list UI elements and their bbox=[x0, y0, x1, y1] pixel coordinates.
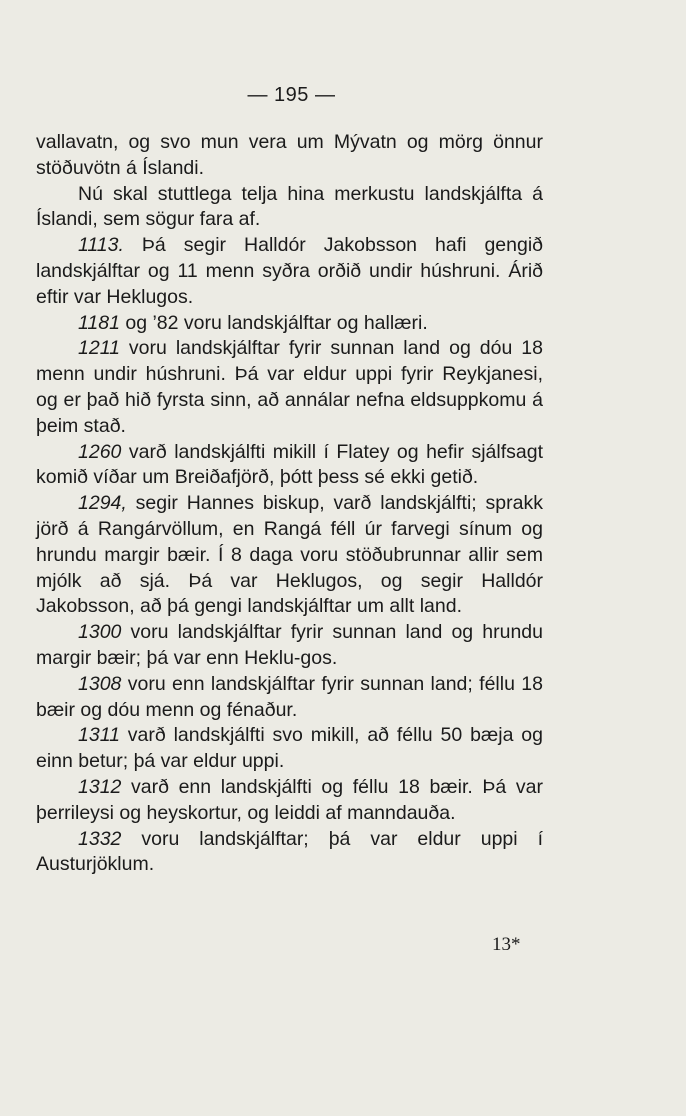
paragraph bbox=[36, 620, 543, 672]
paragraph bbox=[36, 672, 543, 724]
paragraph-year: 1260 bbox=[78, 440, 122, 463]
paragraph-text: voru landskjálftar fyrir sunnan land og dóu 18 menn undir húshruni. Þá var eldur uppi fyrir Reykjanesi, og er það hið fyrsta sinn, að annálar nefna eldsuppkomu á þeim stað. bbox=[36, 337, 543, 437]
paragraph-text: voru landskjálftar fyrir sunnan land og hrundu margir bæir; þá var enn Heklu-gos. bbox=[36, 621, 543, 669]
paragraph bbox=[36, 723, 543, 775]
paragraph-text: Þá segir Halldór Jakobsson hafi gengið landskjálftar og 11 menn syðra orðið undir húshruni. Árið eftir var Heklugos. bbox=[36, 234, 543, 308]
paragraph bbox=[36, 827, 543, 879]
paragraph bbox=[36, 182, 543, 234]
paragraph-text: varð enn landskjálfti og féllu 18 bæir. Þá var þerrileysi og heyskortur, og leiddi af manndauða. bbox=[36, 775, 543, 824]
paragraph bbox=[36, 491, 543, 620]
paragraph-text: segir Hannes biskup, varð landskjálfti; sprakk jörð á Rangárvöllum, en Rangá féll úr farvegi sínum og hrundu margir bæir. Í 8 daga voru stöðubrunnar allir sem mjólk að sjá. Þá var Heklugos, og segir Halldór Jakobsson, að þá gengi landskjálftar um allt land. bbox=[36, 492, 543, 618]
signature-mark: 13* bbox=[492, 934, 521, 955]
paragraph-text: Nú skal stuttlega telja hina merkustu landskjálfta á Íslandi, sem sögur fara af. bbox=[36, 182, 543, 231]
body-text bbox=[36, 130, 543, 878]
paragraph-year: 1332 bbox=[78, 827, 122, 850]
paragraph-year: 1300 bbox=[78, 621, 122, 644]
paragraph bbox=[36, 233, 543, 310]
paragraph-year: 1211 bbox=[78, 337, 120, 360]
paragraph bbox=[36, 440, 543, 492]
paragraph-text: voru enn landskjálftar fyrir sunnan land; féllu 18 bæir og dóu menn og fénaður. bbox=[36, 672, 543, 721]
paragraph bbox=[36, 311, 543, 337]
paragraph bbox=[36, 775, 543, 827]
paragraph-year: 1113. bbox=[78, 234, 124, 257]
paragraph-text: varð landskjálfti svo mikill, að féllu 50 bæja og einn betur; þá var eldur uppi. bbox=[36, 724, 543, 773]
paragraph bbox=[36, 336, 543, 439]
paragraph-text: vallavatn, og svo mun vera um Mývatn og mörg önnur stöðuvötn á Íslandi. bbox=[36, 131, 543, 179]
page-number: — 195 — bbox=[247, 84, 336, 106]
paragraph-text: og ’82 voru landskjálftar og hallæri. bbox=[119, 311, 428, 334]
paragraph-year: 1294, bbox=[78, 492, 127, 515]
paragraph-year: 1312 bbox=[78, 775, 122, 798]
paragraph-year: 1311 bbox=[78, 724, 120, 747]
paragraph-text: varð landskjálfti mikill í Flatey og hefir sjálfsagt komið víðar um Breiðafjörð, þótt þess sé ekki getið. bbox=[36, 440, 543, 489]
paragraph-year: 1308 bbox=[78, 672, 122, 695]
paragraph-text: voru landskjálftar; þá var eldur uppi í Austurjöklum. bbox=[36, 827, 543, 876]
paragraph-year: 1181 bbox=[78, 311, 120, 334]
paragraph bbox=[36, 130, 543, 182]
